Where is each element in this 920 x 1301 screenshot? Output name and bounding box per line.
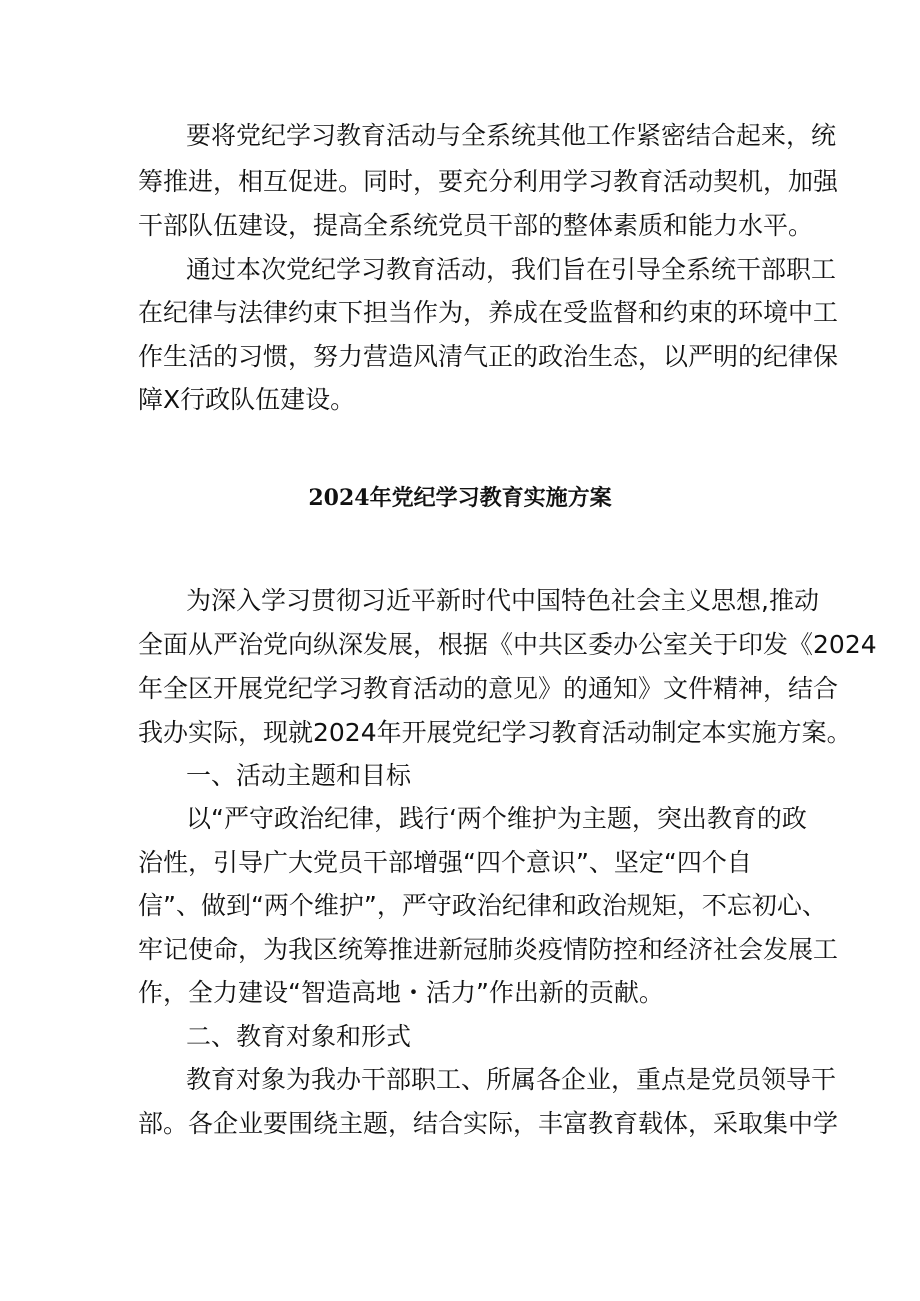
document-title: 2024年党纪学习教育实施方案 <box>308 485 612 511</box>
body-p1-line-1: 为深入学习贯彻习近平新时代中国特色社会主义思想,推动 <box>186 586 819 615</box>
body-p2-line-3: 信”、做到“两个维护”，严守政治纪律和政治规矩，不忘初心、 <box>138 891 827 920</box>
body-p3-line-2: 部。各企业要围绕主题，结合实际，丰富教育载体，采取集中学 <box>138 1109 839 1138</box>
body-p2-line-4: 牢记使命，为我区统筹推进新冠肺炎疫情防控和经济社会发展工 <box>138 935 839 964</box>
body-p1-line-4: 我办实际，现就2024年开展党纪学习教育活动制定本实施方案。 <box>138 718 852 747</box>
body-p2-line-2: 治性，引导广大党员干部增强“四个意识”、坚定“四个自 <box>138 848 752 877</box>
intro-p2-line-4: 障X行政队伍建设。 <box>138 385 356 414</box>
intro-p2-line-3: 作生活的习惯，努力营造风清气正的政治生态，以严明的纪律保 <box>138 342 839 371</box>
body-p1-line-3: 年全区开展党纪学习教育活动的意见》的通知》文件精神，结合 <box>138 674 839 703</box>
section-heading-1: 一、活动主题和目标 <box>186 761 412 790</box>
body-p2-line-1: 以“严守政治纪律，践行‘两个维护为主题，突出教育的政 <box>186 804 807 833</box>
body-p2-line-5: 作，全力建设“智造高地・活力”作出新的贡献。 <box>138 978 664 1007</box>
intro-p1-line-3: 干部队伍建设，提高全系统党员干部的整体素质和能力水平。 <box>138 211 814 240</box>
intro-p1-line-2: 筹推进，相互促进。同时，要充分利用学习教育活动契机，加强 <box>138 167 839 196</box>
body-p1-line-2: 全面从严治党向纵深发展，根据《中共区委办公室关于印发《2024 <box>138 630 877 659</box>
section-heading-2: 二、教育对象和形式 <box>186 1022 412 1051</box>
intro-p1-line-1: 要将党纪学习教育活动与全系统其他工作紧密结合起来，统 <box>186 121 837 150</box>
intro-p2-line-2: 在纪律与法律约束下担当作为，养成在受监督和约束的环境中工 <box>138 298 839 327</box>
body-p3-line-1: 教育对象为我办干部职工、所属各企业，重点是党员领导干 <box>186 1065 837 1094</box>
intro-p2-line-1: 通过本次党纪学习教育活动，我们旨在引导全系统干部职工 <box>186 255 837 284</box>
